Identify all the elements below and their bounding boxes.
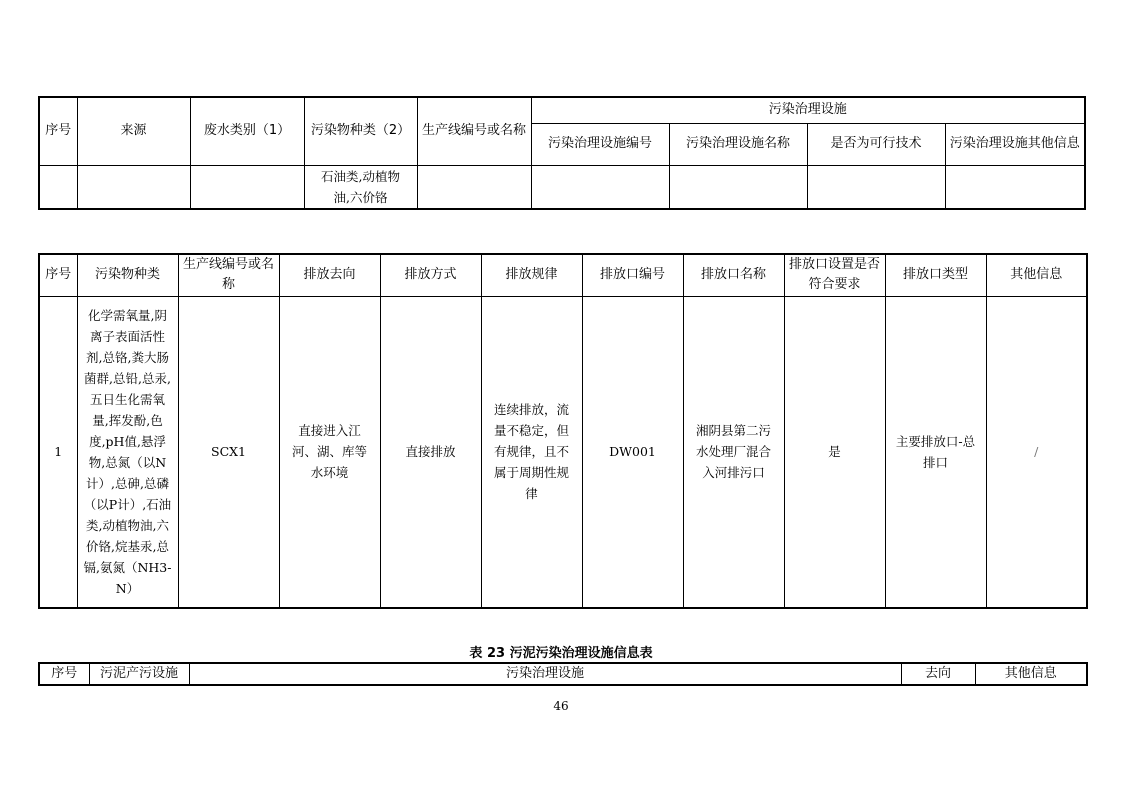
cell-outlet-name: 湘阴县第二污水处理厂混合入河排污口	[683, 296, 784, 608]
header-pollutant-type: 污染物种类（2）	[304, 97, 417, 165]
header-feasible: 是否为可行技术	[807, 123, 945, 165]
cell-discharge-mode: 直接排放	[380, 296, 481, 608]
header-facility-group: 污染治理设施	[531, 97, 1085, 123]
header-outlet-type: 排放口类型	[885, 254, 986, 296]
header-facility-other: 污染治理设施其他信息	[945, 123, 1085, 165]
sludge-treatment-table	[38, 662, 1088, 686]
header-outlet-no: 排放口编号	[582, 254, 683, 296]
cell-pollutant-type: 石油类,动植物油,六价铬	[304, 165, 417, 209]
cell-outlet-type: 主要排放口-总排口	[885, 296, 986, 608]
header-line-no: 生产线编号或名称	[178, 254, 279, 296]
header-treatment-facility: 污染治理设施	[189, 663, 901, 685]
header-outlet-name: 排放口名称	[683, 254, 784, 296]
header-facility-no: 污染治理设施编号	[531, 123, 669, 165]
cell-source	[77, 165, 190, 209]
cell-outlet-no: DW001	[582, 296, 683, 608]
header-pollutant-type: 污染物种类	[77, 254, 178, 296]
cell-line-no: SCX1	[178, 296, 279, 608]
header-destination: 去向	[901, 663, 975, 685]
header-facility-name: 污染治理设施名称	[669, 123, 807, 165]
cell-seq	[39, 165, 77, 209]
header-other: 其他信息	[986, 254, 1087, 296]
discharge-outlet-table	[38, 253, 1088, 609]
header-sludge-facility: 污泥产污设施	[89, 663, 189, 685]
cell-seq: 1	[39, 296, 77, 608]
table-row	[39, 165, 1085, 209]
header-line-no: 生产线编号或名称	[417, 97, 531, 165]
cell-facility-no	[531, 165, 669, 209]
header-other: 其他信息	[975, 663, 1087, 685]
header-seq: 序号	[39, 97, 77, 165]
header-outlet-compliant: 排放口设置是否符合要求	[784, 254, 885, 296]
cell-wastewater-type	[190, 165, 304, 209]
cell-discharge-pattern: 连续排放，流量不稳定，但有规律，且不属于周期性规律	[481, 296, 582, 608]
cell-other: /	[986, 296, 1087, 608]
cell-facility-other	[945, 165, 1085, 209]
header-source: 来源	[77, 97, 190, 165]
header-discharge-mode: 排放方式	[380, 254, 481, 296]
header-discharge-pattern: 排放规律	[481, 254, 582, 296]
table-row	[39, 296, 1087, 608]
header-wastewater-type: 废水类别（1）	[190, 97, 304, 165]
cell-line-no	[417, 165, 531, 209]
header-discharge-dest: 排放去向	[279, 254, 380, 296]
page-number: 46	[553, 699, 569, 713]
header-seq: 序号	[39, 663, 89, 685]
wastewater-treatment-table	[38, 96, 1086, 210]
cell-outlet-compliant: 是	[784, 296, 885, 608]
cell-feasible	[807, 165, 945, 209]
cell-discharge-dest: 直接进入江河、湖、库等水环境	[279, 296, 380, 608]
cell-facility-name	[669, 165, 807, 209]
cell-pollutant-type: 化学需氧量,阴离子表面活性剂,总铬,粪大肠菌群,总铅,总汞,五日生化需氧量,挥发酚,色度,pH值,悬浮物,总氮（以N计）,总砷,总磷（以P计）,石油类,动植物油,六价铬,烷基汞,总镉,氨氮（NH3-N）	[77, 296, 178, 608]
header-seq: 序号	[39, 254, 77, 296]
table-caption: 表 23 污泥污染治理设施信息表	[469, 646, 653, 661]
